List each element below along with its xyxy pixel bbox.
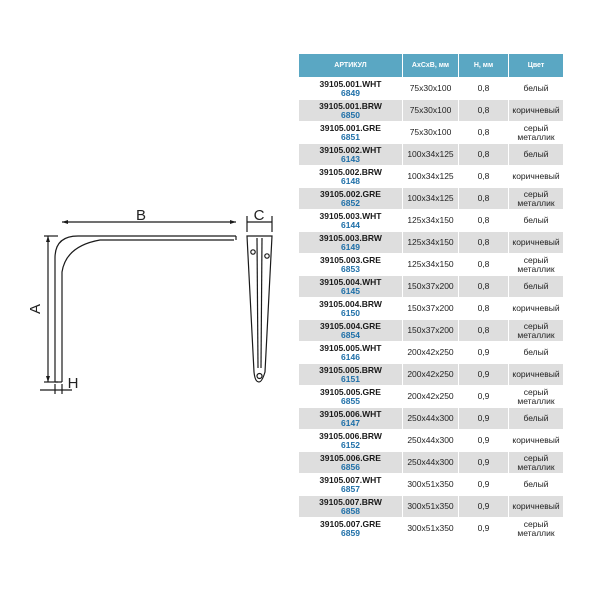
article-number: 39105.002.BRW [319,166,382,177]
article-number: 39105.004.GRE [320,320,381,331]
table-body [299,78,564,540]
cell-color: коричневый [509,496,564,518]
article-number: 39105.005.WHT [319,342,382,353]
table-row [299,144,564,166]
article-number: 39105.005.GRE [320,386,381,397]
cell-color: коричневый [509,364,564,386]
table-row [299,342,564,364]
article-number: 39105.004.WHT [319,276,382,287]
header-dimensions: AxCxB, мм [403,54,459,78]
cell-dimensions: 300x51x350 [403,474,459,496]
article-number: 39105.003.WHT [319,210,382,221]
table-row [299,518,564,540]
article-code: 6152 [341,439,360,450]
cell-color: коричневый [509,430,564,452]
cell-color: коричневый [509,166,564,188]
cell-dimensions: 200x42x250 [403,386,459,408]
article-number: 39105.006.WHT [319,408,382,419]
cell-thickness: 0,9 [459,408,509,430]
table-row [299,386,564,408]
article-code: 6147 [341,417,360,428]
cell-color: серый металлик [509,452,564,474]
cell-thickness: 0,9 [459,518,509,540]
label-h: H [67,375,79,392]
article-code: 6852 [341,197,360,208]
article-number: 39105.003.GRE [320,254,381,265]
cell-thickness: 0,8 [459,144,509,166]
cell-thickness: 0,8 [459,188,509,210]
cell-dimensions: 150x37x200 [403,298,459,320]
header-color: Цвет [509,54,564,78]
article-code: 6148 [341,175,360,186]
cell-article [299,232,403,254]
cell-article [299,408,403,430]
dimension-a-arrow-bottom [46,376,50,382]
cell-dimensions: 150x37x200 [403,276,459,298]
spec-table [298,53,564,540]
cell-article [299,320,403,342]
article-code: 6855 [341,395,360,406]
article-code: 6859 [341,527,360,538]
cell-dimensions: 75x30x100 [403,78,459,100]
cell-thickness: 0,8 [459,78,509,100]
cell-dimensions: 75x30x100 [403,122,459,144]
article-code: 6143 [341,153,360,164]
cell-dimensions: 200x42x250 [403,364,459,386]
table-row [299,474,564,496]
cell-dimensions: 250x44x300 [403,408,459,430]
table-row [299,364,564,386]
cell-dimensions: 100x34x125 [403,144,459,166]
cell-article [299,298,403,320]
cell-article [299,100,403,122]
cell-thickness: 0,9 [459,474,509,496]
cell-color: серый металлик [509,122,564,144]
table-row [299,166,564,188]
table-row [299,298,564,320]
cell-article [299,430,403,452]
table-row [299,188,564,210]
article-code: 6853 [341,263,360,274]
table-row [299,496,564,518]
cell-thickness: 0,8 [459,254,509,276]
cell-article [299,188,403,210]
article-number: 39105.001.WHT [319,78,382,89]
bracket-side-rib-left [257,238,258,368]
cell-dimensions: 100x34x125 [403,188,459,210]
article-number: 39105.001.BRW [319,100,382,111]
article-code: 6858 [341,505,360,516]
cell-article [299,496,403,518]
table-row [299,210,564,232]
cell-dimensions: 200x42x250 [403,342,459,364]
article-number: 39105.007.GRE [320,518,381,529]
cell-color: белый [509,474,564,496]
cell-article [299,452,403,474]
bracket-outer-profile [55,236,236,382]
cell-thickness: 0,8 [459,276,509,298]
cell-dimensions: 125x34x150 [403,210,459,232]
article-code: 6151 [341,373,360,384]
cell-thickness: 0,9 [459,452,509,474]
cell-dimensions: 300x51x350 [403,496,459,518]
article-number: 39105.007.WHT [319,474,382,485]
cell-article [299,122,403,144]
article-code: 6851 [341,131,360,142]
cell-article [299,276,403,298]
cell-dimensions: 150x37x200 [403,320,459,342]
cell-article [299,254,403,276]
article-code: 6850 [341,109,360,120]
cell-color: серый металлик [509,320,564,342]
cell-color: серый металлик [509,386,564,408]
article-number: 39105.001.GRE [320,122,381,133]
table-row [299,122,564,144]
cell-color: коричневый [509,298,564,320]
cell-dimensions: 250x44x300 [403,430,459,452]
cell-dimensions: 100x34x125 [403,166,459,188]
cell-dimensions: 250x44x300 [403,452,459,474]
article-code: 6856 [341,461,360,472]
article-number: 39105.006.BRW [319,430,382,441]
cell-dimensions: 125x34x150 [403,254,459,276]
label-a: A [27,303,44,315]
cell-article [299,342,403,364]
article-code: 6146 [341,351,360,362]
article-number: 39105.004.BRW [319,298,382,309]
cell-article [299,166,403,188]
table-row [299,452,564,474]
cell-thickness: 0,9 [459,496,509,518]
mount-hole-bottom [257,374,262,379]
article-code: 6145 [341,285,360,296]
article-number: 39105.005.BRW [319,364,382,375]
article-code: 6150 [341,307,360,318]
cell-dimensions: 125x34x150 [403,232,459,254]
article-code: 6849 [341,87,360,98]
dimension-b-arrow-left [62,220,68,224]
cell-thickness: 0,8 [459,320,509,342]
cell-thickness: 0,9 [459,342,509,364]
article-number: 39105.003.BRW [319,232,382,243]
cell-dimensions: 75x30x100 [403,100,459,122]
cell-thickness: 0,8 [459,166,509,188]
mount-hole-top-right [265,254,269,258]
article-number: 39105.007.BRW [319,496,382,507]
cell-color: серый металлик [509,188,564,210]
header-article: АРТИКУЛ [299,54,403,78]
article-code: 6854 [341,329,360,340]
cell-article [299,474,403,496]
dimension-a-arrow-top [46,236,50,242]
cell-thickness: 0,9 [459,430,509,452]
cell-color: белый [509,78,564,100]
cell-color: серый металлик [509,518,564,540]
article-number: 39105.002.WHT [319,144,382,155]
dimension-b-arrow-right [230,220,236,224]
cell-color: белый [509,276,564,298]
table-row [299,100,564,122]
cell-thickness: 0,8 [459,122,509,144]
cell-thickness: 0,8 [459,232,509,254]
cell-article [299,518,403,540]
table-row [299,232,564,254]
table-row [299,254,564,276]
cell-color: белый [509,144,564,166]
cell-thickness: 0,8 [459,100,509,122]
article-number: 39105.002.GRE [320,188,381,199]
cell-color: коричневый [509,100,564,122]
article-code: 6149 [341,241,360,252]
mount-hole-top-left [251,250,255,254]
label-b: B [135,207,147,224]
cell-article [299,364,403,386]
cell-color: белый [509,210,564,232]
table-row [299,78,564,100]
article-code: 6857 [341,483,360,494]
table-row [299,408,564,430]
cell-color: серый металлик [509,254,564,276]
cell-color: коричневый [509,232,564,254]
cell-article [299,144,403,166]
cell-article [299,78,403,100]
table-row [299,430,564,452]
article-code: 6144 [341,219,360,230]
label-c: C [253,207,265,224]
bracket-side-rib-right [261,238,262,368]
cell-thickness: 0,8 [459,210,509,232]
table-header-row [299,54,564,78]
bracket-inner-profile [62,240,234,382]
cell-thickness: 0,9 [459,386,509,408]
table-row [299,276,564,298]
cell-dimensions: 300x51x350 [403,518,459,540]
cell-article [299,210,403,232]
article-number: 39105.006.GRE [320,452,381,463]
cell-thickness: 0,8 [459,298,509,320]
cell-color: белый [509,342,564,364]
cell-color: белый [509,408,564,430]
cell-article [299,386,403,408]
table-row [299,320,564,342]
header-thickness: H, мм [459,54,509,78]
cell-thickness: 0,9 [459,364,509,386]
